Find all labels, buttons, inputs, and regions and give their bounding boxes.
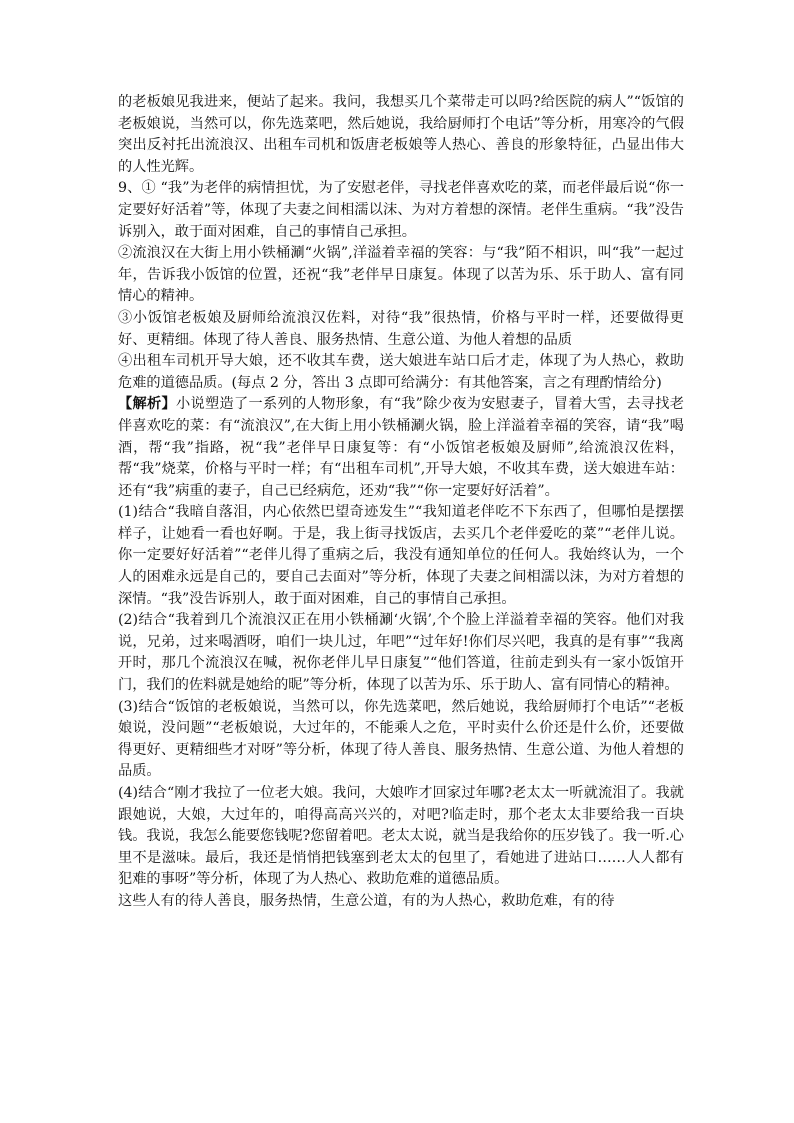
paragraph-answer-9-point-1: 9、① “我”为老伴的病情担忧，为了安慰老伴，寻找老伴喜欢吃的菜，而老伴最后说“你一定要好好活着”等，体现了夫妻之间相濡以沫、为对方着想的深情。老伴生重病。“我”没告诉别入，敢于面对困难，自己的事情自己承担。: [118, 180, 684, 240]
paragraph-analysis-4: (4)结合“刚才我拉了一位老大娘。我问，大娘咋才回家过年哪?老太太一听就流泪了。我就跟她说，大娘，大过年的，咱得高高兴兴的，对吧?临走时，那个老太太非要给我一百块钱。我说，我怎么能要您钱呢?您留着吧。老太太说，就当是我给你的压岁钱了。我一听.心里不是滋味。最后，我还是悄悄把钱塞到老太太的包里了，看她进了进站口……人人都有犯难的事呀”等分析，体现了为人热心、救助危难的道德品质。: [118, 785, 684, 888]
paragraph-intro: 的老板娘见我进来，便站了起来。我问，我想买几个菜带走可以吗?给医院的病人”“饭馆的老板娘说，当然可以，你先选菜吧，然后她说，我给厨师打个电话”等分析，用寒冷的气假突出反衬托出流浪汉、出租车司机和饭唐老板娘等人热心、善良的形象特征，凸显出伟大的人性光辉。: [118, 94, 684, 175]
paragraph-analysis: [118, 394, 684, 502]
paragraph-answer-9-point-4: ④出租车司机开导大娘，还不收其车费，送大娘进车站口后才走，体现了为人热心，救助危难的道德品质。(每点 2 分，答出 3 点即可给满分：有其他答案，言之有理酌情给分): [118, 353, 684, 391]
document-page: [118, 92, 684, 913]
analysis-text: 小说塑造了一系列的人物形象，有“我”除少夜为安慰妻子，冒着大雪，去寻找老伴喜欢吃的菜：有“流浪汉”,在大街上用小铁桶涮火锅，脸上洋溢着幸福的笑容，请“我”喝酒，帮“我”指路，祝“我”老伴早日康复等：有“小饭馆老板娘及厨师”,给流浪汉佐料，帮“我”烧菜，价格与平时一样；有“出租车司机”,开导大娘，不收其车费，送大娘进车站：还有“我”病重的妻子，自己已经病危，还劝“我”“你一定要好好活着”。: [118, 396, 684, 499]
analysis-label: 【解析】: [118, 396, 177, 413]
paragraph-analysis-3: (3)结合“饭馆的老板娘说，当然可以，你先选菜吧，然后她说，我给厨师打个电话”“老板娘说，没问题”“老板娘说，大过年的，不能乘人之危，平时卖什么价还是什么价，还要做得更好、更精细些才对呀”等分析，体现了待人善良、服务热情、生意公道、为他人着想的品质。: [118, 698, 684, 780]
paragraph-answer-9-point-3: ③小饭馆老板娘及厨师给流浪汉佐料，对待“我”很热情，价格与平时一样，还要做得更好、更精细。体现了待人善良、服务热情、生意公道、为他人着想的品质: [118, 309, 684, 348]
paragraph-answer-9-point-2: ②流浪汉在大街上用小铁桶涮“火锅”,洋溢着幸福的笑容：与“我”陌不相识，叫“我”一起过年，告诉我小饭馆的位置，还祝“我”老伴早日康复。体现了以苦为乐、乐于助人、富有同情心的精神。: [118, 245, 684, 305]
paragraph-analysis-2: (2)结合“我着到几个流浪汉正在用小铁桶涮‘火锅’,个个脸上洋溢着幸福的笑容。他们对我说，兄弟，过来喝酒呀，咱们一块儿过，年吧”“过年好!你们尽兴吧，我真的是有事”“我离开时，那几个流浪汉在喊，祝你老伴儿早日康复”“他们答道，往前走到头有一家小饭馆开门，我们的佐料就是她给的昵”等分析，体现了以苦为乐、乐于助人、富有同情心的精神。: [118, 612, 684, 694]
paragraph-summary: 这些人有的待人善良，服务热情，生意公道，有的为人热心，救助危难，有的待: [118, 892, 615, 909]
paragraph-analysis-1: (1)结合“我暗自落泪，内心依然巴望奇迹发生”“我知道老伴吃不下东西了，但哪怕是摆摆样子，让她看一看也好啊。于是，我上街寻找饭店，去买几个老伴爱吃的菜”“老伴儿说。你一定要好好活着”“老伴儿得了重病之后，我没有通知单位的任何人。我始终认为，一个人的困难永远是自己的，要自己去面对”等分析，体现了夫妻之间相濡以沫，为对方着想的深情。“我”没告诉别人，敢于面对困难，自己的事情自己承担。: [118, 504, 684, 607]
